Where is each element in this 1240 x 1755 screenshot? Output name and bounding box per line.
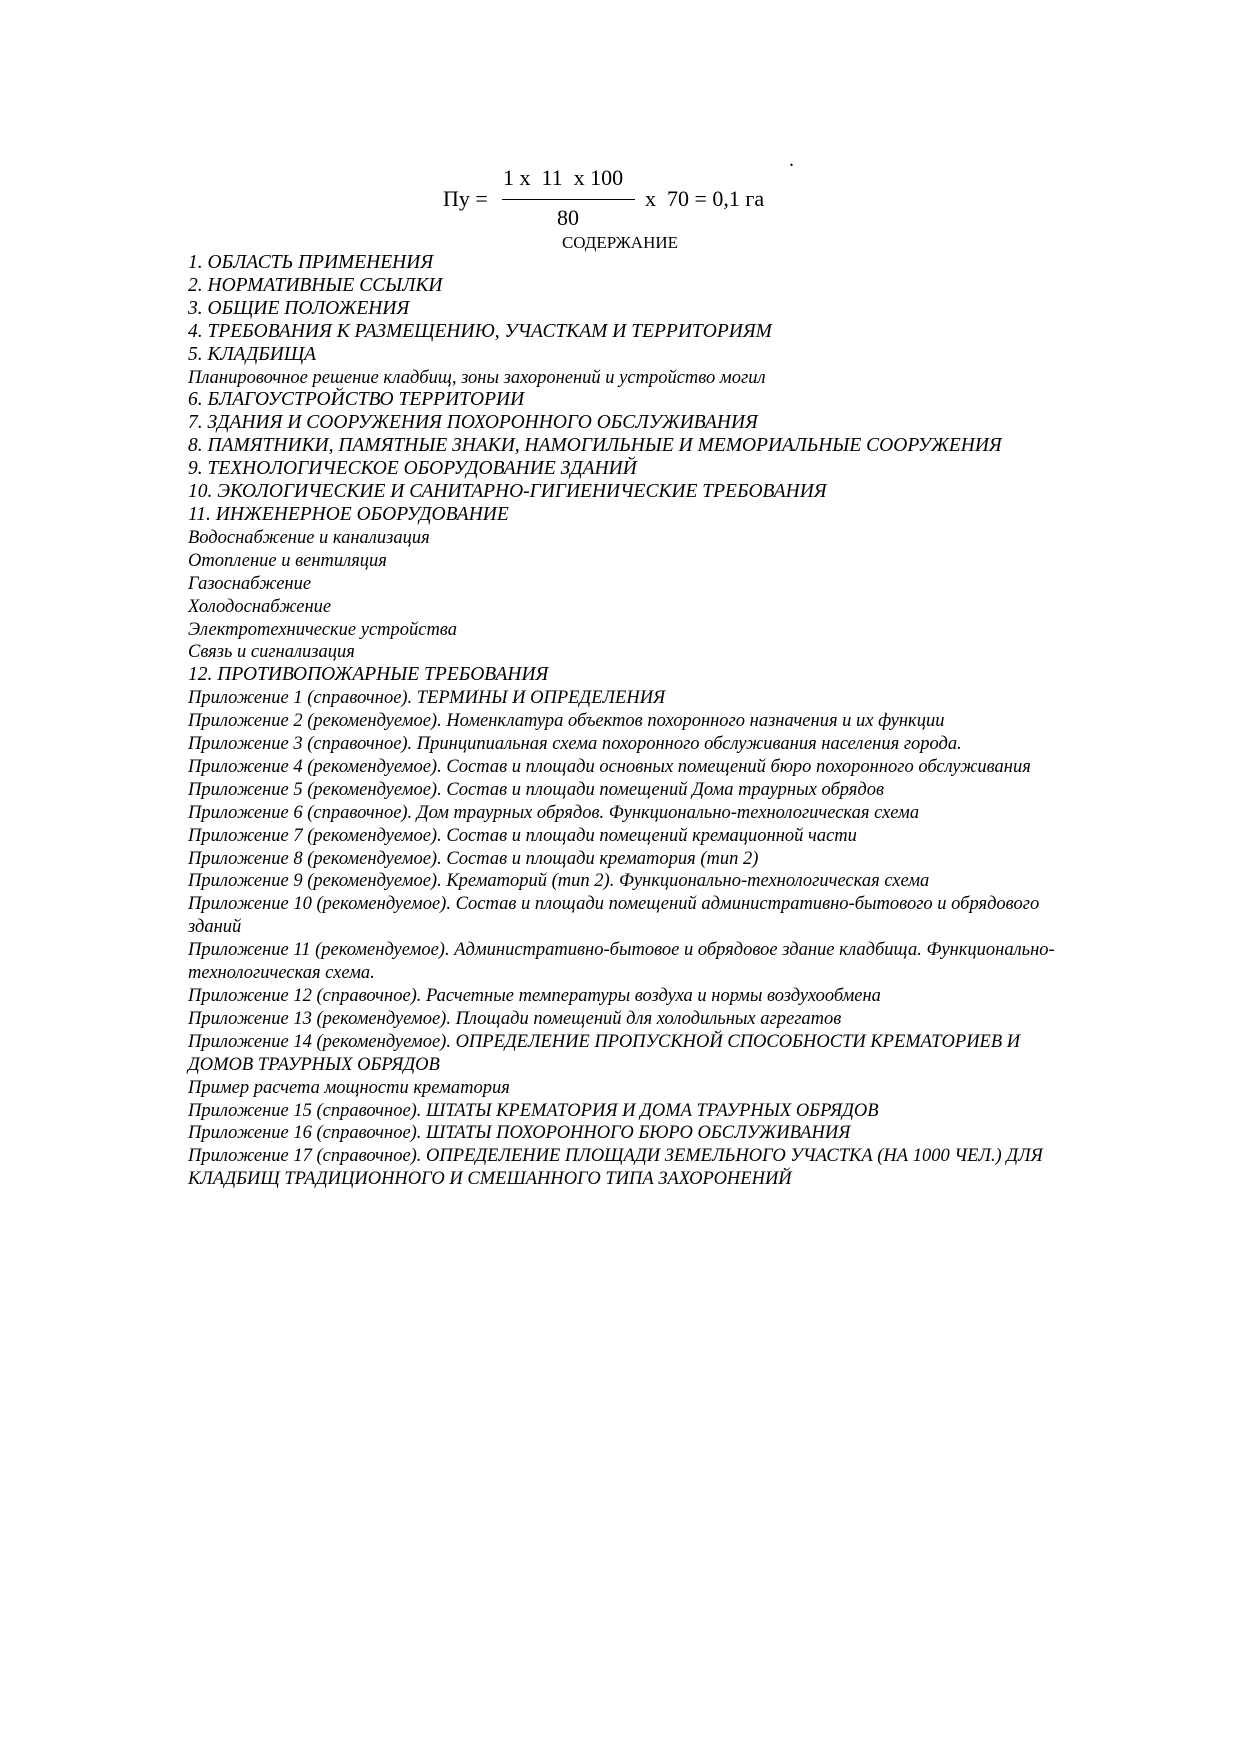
toc-item: Приложение 17 (справочное). ОПРЕДЕЛЕНИЕ ПЛОЩАДИ ЗЕМЕЛЬНОГО УЧАСТКА (НА 1000 ЧЕЛ.) ДЛЯ КЛАДБИЩ ТРАДИЦИОННОГО И СМЕШАННОГО ТИПА ЗАХОРОНЕНИЙ bbox=[188, 1146, 1043, 1190]
toc-item: Приложение 14 (рекомендуемое). ОПРЕДЕЛЕНИЕ ПРОПУСКНОЙ СПОСОБНОСТИ КРЕМАТОРИЕВ И ДОМОВ ТРАУРНЫХ ОБРЯДОВ bbox=[188, 1031, 1021, 1075]
toc-item: Приложение 5 (рекомендуемое). Состав и площади помещений Дома траурных обрядов bbox=[188, 779, 884, 800]
toc-item: Связь и сигнализация bbox=[188, 642, 355, 663]
toc-item: Приложение 11 (рекомендуемое). Административно-бытовое и обрядовое здание кладбища. Функционально-технологическая схема. bbox=[188, 940, 1055, 984]
toc-item: 3. ОБЩИЕ ПОЛОЖЕНИЯ bbox=[188, 297, 410, 319]
toc-item: Приложение 3 (справочное). Принципиальная схема похоронного обслуживания населения города. bbox=[188, 734, 962, 755]
toc-item: 11. ИНЖЕНЕРНОЕ ОБОРУДОВАНИЕ bbox=[188, 503, 509, 525]
toc-item: 8. ПАМЯТНИКИ, ПАМЯТНЫЕ ЗНАКИ, НАМОГИЛЬНЫЕ И МЕМОРИАЛЬНЫЕ СООРУЖЕНИЯ bbox=[188, 435, 1002, 457]
formula-denominator: 80 bbox=[557, 205, 579, 230]
toc-item: Отопление и вентиляция bbox=[188, 550, 387, 571]
toc-item: Приложение 12 (справочное). Расчетные температуры воздуха и нормы воздухообмена bbox=[188, 986, 881, 1006]
toc-item: 9. ТЕХНОЛОГИЧЕСКОЕ ОБОРУДОВАНИЕ ЗДАНИЙ bbox=[188, 458, 637, 480]
toc-item: 12. ПРОТИВОПОЖАРНЫЕ ТРЕБОВАНИЯ bbox=[188, 664, 549, 686]
formula-lhs: Пу = bbox=[443, 186, 488, 211]
toc-item: Холодоснабжение bbox=[188, 596, 332, 617]
toc-item: 6. БЛАГОУСТРОЙСТВО ТЕРРИТОРИИ bbox=[188, 389, 525, 411]
toc-item: Электротехнические устройства bbox=[188, 619, 457, 640]
toc-item: 2. НОРМАТИВНЫЕ ССЫЛКИ bbox=[188, 274, 443, 296]
stray-mark: . bbox=[789, 149, 794, 171]
fraction-bar bbox=[502, 199, 635, 200]
toc-item: Приложение 9 (рекомендуемое). Крематорий (тип 2). Функционально-технологическая схема bbox=[188, 871, 930, 892]
toc-item: Приложение 15 (справочное). ШТАТЫ КРЕМАТОРИЯ И ДОМА ТРАУРНЫХ ОБРЯДОВ bbox=[188, 1100, 879, 1121]
toc-item: Газоснабжение bbox=[188, 573, 312, 594]
formula-numerator: 1 х 11 х 100 bbox=[503, 165, 624, 190]
toc-item: Приложение 1 (справочное). ТЕРМИНЫ И ОПРЕДЕЛЕНИЯ bbox=[188, 688, 666, 709]
toc-item: 7. ЗДАНИЯ И СООРУЖЕНИЯ ПОХОРОННОГО ОБСЛУЖИВАНИЯ bbox=[188, 412, 758, 434]
toc-item: 1. ОБЛАСТЬ ПРИМЕНЕНИЯ bbox=[188, 252, 434, 273]
toc-item: Приложение 13 (рекомендуемое). Площади помещений для холодильных агрегатов bbox=[188, 1008, 842, 1029]
toc-item: Водоснабжение и канализация bbox=[188, 527, 430, 548]
toc-item: 10. ЭКОЛОГИЧЕСКИЕ И САНИТАРНО-ГИГИЕНИЧЕСКИЕ ТРЕБОВАНИЯ bbox=[188, 481, 827, 503]
toc-item: Приложение 2 (рекомендуемое). Номенклатура объектов похоронного назначения и их функции bbox=[188, 711, 945, 732]
toc-item: Приложение 10 (рекомендуемое). Состав и площади помещений административно-бытового и обрядового зданий bbox=[188, 894, 1040, 938]
toc-item: Планировочное решение кладбищ, зоны захоронений и устройство могил bbox=[188, 367, 766, 388]
area-formula bbox=[440, 165, 800, 235]
toc-item: 4. ТРЕБОВАНИЯ К РАЗМЕЩЕНИЮ, УЧАСТКАМ И ТЕРРИТОРИЯМ bbox=[188, 320, 772, 342]
toc-item: Приложение 4 (рекомендуемое). Состав и площади основных помещений бюро похоронного обслуживания bbox=[188, 756, 1031, 777]
toc-item: Приложение 6 (справочное). Дом траурных обрядов. Функционально-технологическая схема bbox=[188, 802, 920, 823]
toc-item: Приложение 8 (рекомендуемое). Состав и площади крематория (тип 2) bbox=[188, 848, 759, 869]
toc-item: Приложение 16 (справочное). ШТАТЫ ПОХОРОННОГО БЮРО ОБСЛУЖИВАНИЯ bbox=[188, 1123, 851, 1144]
toc-item: 5. КЛАДБИЩА bbox=[188, 343, 317, 365]
toc-item: Приложение 7 (рекомендуемое). Состав и площади помещений кремационной части bbox=[188, 825, 857, 846]
toc-title: СОДЕРЖАНИЕ bbox=[561, 233, 679, 252]
toc-item: Пример расчета мощности крематория bbox=[188, 1077, 510, 1098]
formula-rhs: х 70 = 0,1 га bbox=[645, 186, 765, 211]
table-of-contents bbox=[188, 252, 1068, 1191]
